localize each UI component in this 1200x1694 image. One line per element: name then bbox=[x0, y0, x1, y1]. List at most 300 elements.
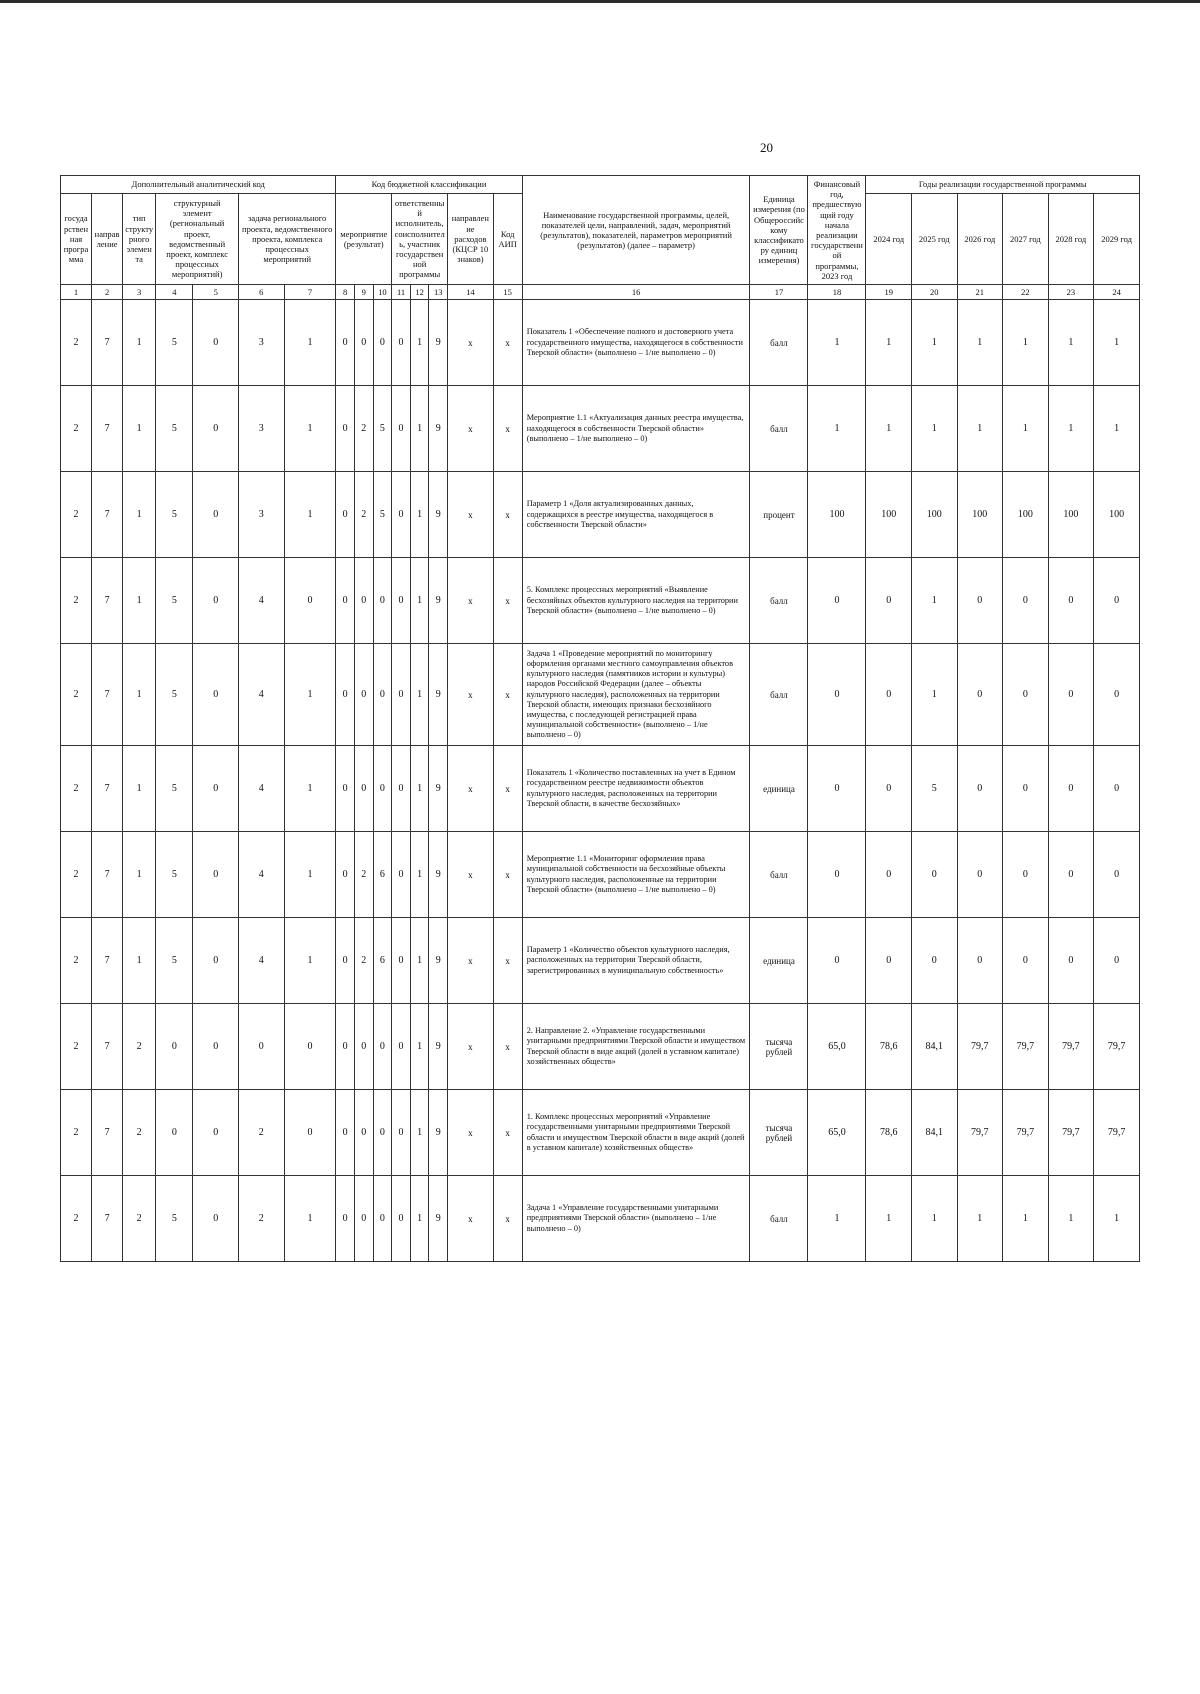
code-cell: 2 bbox=[61, 472, 92, 558]
year-value-cell: 1 bbox=[1094, 300, 1140, 386]
code-cell: 0 bbox=[392, 386, 411, 472]
code-cell: 1 bbox=[123, 644, 156, 746]
unit-cell: тысяча рублей bbox=[750, 1004, 808, 1090]
name-cell: 5. Комплекс процессных мероприятий «Выявление бесхозяйных объектов культурного наследия на территории Тверской области» (выполнено – 1/не выполнено – 0) bbox=[522, 558, 750, 644]
aip-cell: x bbox=[493, 300, 522, 386]
code-cell: 5 bbox=[156, 918, 193, 1004]
unit-cell: тысяча рублей bbox=[750, 1090, 808, 1176]
code-cell: 0 bbox=[354, 1004, 373, 1090]
code-cell: 2 bbox=[61, 386, 92, 472]
table-row bbox=[61, 300, 1140, 386]
code-cell: 3 bbox=[239, 300, 285, 386]
code-cell: 1 bbox=[410, 386, 429, 472]
kosgu-cell: x bbox=[448, 558, 494, 644]
year-value-cell: 0 bbox=[866, 644, 912, 746]
code-cell: 3 bbox=[239, 472, 285, 558]
column-number: 15 bbox=[493, 284, 522, 299]
code-cell: 2 bbox=[123, 1004, 156, 1090]
code-cell: 0 bbox=[392, 644, 411, 746]
unit-cell: процент bbox=[750, 472, 808, 558]
year-value-cell: 0 bbox=[1003, 918, 1049, 1004]
code-cell: 2 bbox=[354, 832, 373, 918]
year-value-cell: 0 bbox=[1094, 918, 1140, 1004]
name-cell: Показатель 1 «Обеспечение полного и достоверного учета государственного имущества, находящегося в собственности Тверской области» (выполнено – 1/не выполнено – 0) bbox=[522, 300, 750, 386]
code-cell: 9 bbox=[429, 832, 448, 918]
header-group-budget: Код бюджетной классификации bbox=[336, 176, 522, 194]
year-value-cell: 0 bbox=[866, 558, 912, 644]
code-cell: 1 bbox=[123, 300, 156, 386]
aip-cell: x bbox=[493, 1004, 522, 1090]
code-cell: 7 bbox=[92, 1090, 123, 1176]
code-cell: 2 bbox=[61, 1090, 92, 1176]
column-number: 14 bbox=[448, 284, 494, 299]
column-number: 6 bbox=[239, 284, 285, 299]
code-cell: 0 bbox=[193, 386, 239, 472]
code-cell: 0 bbox=[373, 558, 392, 644]
code-cell: 1 bbox=[284, 918, 336, 1004]
code-cell: 7 bbox=[92, 644, 123, 746]
year-value-cell: 84,1 bbox=[911, 1090, 957, 1176]
code-cell: 2 bbox=[123, 1176, 156, 1262]
code-cell: 2 bbox=[239, 1090, 285, 1176]
scan-edge bbox=[0, 0, 1200, 3]
unit-cell: единица bbox=[750, 746, 808, 832]
code-cell: 4 bbox=[239, 832, 285, 918]
base-value-cell: 0 bbox=[808, 746, 866, 832]
name-cell: Мероприятие 1.1 «Актуализация данных реестра имущества, находящегося в собственности Тверской области» (выполнено – 1/не выполнено – 0) bbox=[522, 386, 750, 472]
year-value-cell: 0 bbox=[1094, 644, 1140, 746]
code-cell: 0 bbox=[392, 918, 411, 1004]
page-number: 20 bbox=[760, 140, 773, 155]
code-cell: 4 bbox=[239, 558, 285, 644]
code-cell: 0 bbox=[193, 558, 239, 644]
column-number: 20 bbox=[911, 284, 957, 299]
year-value-cell: 0 bbox=[866, 832, 912, 918]
code-cell: 7 bbox=[92, 832, 123, 918]
code-cell: 0 bbox=[193, 472, 239, 558]
column-number: 3 bbox=[123, 284, 156, 299]
code-cell: 0 bbox=[392, 1176, 411, 1262]
year-value-cell: 1 bbox=[957, 300, 1003, 386]
year-value-cell: 79,7 bbox=[1048, 1004, 1094, 1090]
code-cell: 6 bbox=[373, 918, 392, 1004]
code-cell: 9 bbox=[429, 1090, 448, 1176]
column-number: 5 bbox=[193, 284, 239, 299]
code-cell: 0 bbox=[156, 1090, 193, 1176]
code-cell: 1 bbox=[123, 386, 156, 472]
year-value-cell: 1 bbox=[1003, 386, 1049, 472]
code-cell: 0 bbox=[336, 644, 355, 746]
year-value-cell: 0 bbox=[1048, 644, 1094, 746]
unit-cell: балл bbox=[750, 1176, 808, 1262]
year-value-cell: 1 bbox=[1094, 1176, 1140, 1262]
year-value-cell: 1 bbox=[1003, 300, 1049, 386]
kosgu-cell: x bbox=[448, 644, 494, 746]
year-value-cell: 100 bbox=[1048, 472, 1094, 558]
code-cell: 2 bbox=[354, 918, 373, 1004]
base-value-cell: 65,0 bbox=[808, 1090, 866, 1176]
column-numbers-row bbox=[61, 284, 1140, 299]
code-cell: 9 bbox=[429, 746, 448, 832]
kosgu-cell: x bbox=[448, 472, 494, 558]
code-cell: 5 bbox=[156, 558, 193, 644]
header-year-2026: 2026 год bbox=[957, 193, 1003, 284]
year-value-cell: 79,7 bbox=[1003, 1004, 1049, 1090]
code-cell: 0 bbox=[193, 1090, 239, 1176]
code-cell: 1 bbox=[410, 746, 429, 832]
aip-cell: x bbox=[493, 832, 522, 918]
code-cell: 0 bbox=[336, 1090, 355, 1176]
year-value-cell: 79,7 bbox=[1094, 1090, 1140, 1176]
code-cell: 1 bbox=[284, 644, 336, 746]
year-value-cell: 0 bbox=[1094, 832, 1140, 918]
year-value-cell: 78,6 bbox=[866, 1090, 912, 1176]
year-value-cell: 0 bbox=[957, 746, 1003, 832]
code-cell: 0 bbox=[354, 644, 373, 746]
year-value-cell: 100 bbox=[911, 472, 957, 558]
year-value-cell: 0 bbox=[1048, 918, 1094, 1004]
column-number: 7 bbox=[284, 284, 336, 299]
code-cell: 9 bbox=[429, 386, 448, 472]
code-cell: 2 bbox=[123, 1090, 156, 1176]
base-value-cell: 0 bbox=[808, 644, 866, 746]
name-cell: Задача 1 «Проведение мероприятий по мониторингу оформления органами местного самоуправления объектов культурного наследия (памятников истории и культуры) народов Российской Федерации (далее – объекты культурного наследия), расположенных на территории Тверской области, имеющих признаки бесхозяйного имущества, с последующей регистрацией права муниципальной собственности» (выполнено – 1/не выполнено – 0) bbox=[522, 644, 750, 746]
code-cell: 9 bbox=[429, 918, 448, 1004]
unit-cell: балл bbox=[750, 558, 808, 644]
aip-cell: x bbox=[493, 918, 522, 1004]
header-struct-type: тип структурного элемента bbox=[123, 193, 156, 284]
header-task: задача регионального проекта, ведомственного проекта, комплекса процессных мероприятий bbox=[239, 193, 336, 284]
code-cell: 1 bbox=[284, 1176, 336, 1262]
table-body bbox=[61, 300, 1140, 1262]
column-number: 2 bbox=[92, 284, 123, 299]
code-cell: 7 bbox=[92, 472, 123, 558]
year-value-cell: 0 bbox=[1003, 746, 1049, 832]
code-cell: 2 bbox=[354, 386, 373, 472]
header-struct-element: структурный элемент (региональный проект, ведомственный проект, комплекс процессных мероприятий) bbox=[156, 193, 239, 284]
code-cell: 0 bbox=[336, 386, 355, 472]
code-cell: 2 bbox=[61, 300, 92, 386]
code-cell: 0 bbox=[354, 1176, 373, 1262]
code-cell: 5 bbox=[156, 746, 193, 832]
column-number: 1 bbox=[61, 284, 92, 299]
header-program: государственная программа bbox=[61, 193, 92, 284]
code-cell: 0 bbox=[392, 558, 411, 644]
year-value-cell: 0 bbox=[1094, 746, 1140, 832]
code-cell: 2 bbox=[61, 1004, 92, 1090]
code-cell: 3 bbox=[239, 386, 285, 472]
code-cell: 0 bbox=[373, 1176, 392, 1262]
year-value-cell: 1 bbox=[1048, 386, 1094, 472]
table-row bbox=[61, 832, 1140, 918]
header-year-2025: 2025 год bbox=[911, 193, 957, 284]
code-cell: 0 bbox=[336, 300, 355, 386]
code-cell: 1 bbox=[410, 918, 429, 1004]
column-number: 18 bbox=[808, 284, 866, 299]
column-number: 17 bbox=[750, 284, 808, 299]
code-cell: 9 bbox=[429, 1176, 448, 1262]
aip-cell: x bbox=[493, 558, 522, 644]
year-value-cell: 0 bbox=[957, 644, 1003, 746]
code-cell: 1 bbox=[284, 746, 336, 832]
header-measure: мероприятие (результат) bbox=[336, 193, 392, 284]
code-cell: 7 bbox=[92, 1004, 123, 1090]
year-value-cell: 0 bbox=[1048, 832, 1094, 918]
code-cell: 2 bbox=[61, 832, 92, 918]
year-value-cell: 79,7 bbox=[1048, 1090, 1094, 1176]
aip-cell: x bbox=[493, 746, 522, 832]
table-row bbox=[61, 644, 1140, 746]
code-cell: 2 bbox=[61, 1176, 92, 1262]
code-cell: 4 bbox=[239, 918, 285, 1004]
code-cell: 1 bbox=[284, 472, 336, 558]
code-cell: 0 bbox=[336, 558, 355, 644]
aip-cell: x bbox=[493, 1176, 522, 1262]
year-value-cell: 1 bbox=[1094, 386, 1140, 472]
code-cell: 1 bbox=[410, 1176, 429, 1262]
table-row bbox=[61, 472, 1140, 558]
code-cell: 0 bbox=[392, 832, 411, 918]
code-cell: 1 bbox=[123, 558, 156, 644]
year-value-cell: 100 bbox=[1094, 472, 1140, 558]
kosgu-cell: x bbox=[448, 1004, 494, 1090]
code-cell: 0 bbox=[354, 300, 373, 386]
year-value-cell: 0 bbox=[957, 832, 1003, 918]
year-value-cell: 1 bbox=[866, 386, 912, 472]
base-value-cell: 0 bbox=[808, 918, 866, 1004]
code-cell: 7 bbox=[92, 386, 123, 472]
code-cell: 9 bbox=[429, 644, 448, 746]
aip-cell: x bbox=[493, 472, 522, 558]
header-base-year: Финансовый год, предшествующий году начала реализации государственной программы, 2023 год bbox=[808, 176, 866, 285]
code-cell: 0 bbox=[373, 644, 392, 746]
name-cell: Параметр 1 «Доля актуализированных данных, содержащихся в реестре имущества, находящегося в собственности Тверской области» bbox=[522, 472, 750, 558]
column-number: 19 bbox=[866, 284, 912, 299]
code-cell: 0 bbox=[193, 746, 239, 832]
year-value-cell: 0 bbox=[1003, 832, 1049, 918]
code-cell: 0 bbox=[284, 558, 336, 644]
code-cell: 0 bbox=[284, 1004, 336, 1090]
code-cell: 1 bbox=[123, 832, 156, 918]
code-cell: 7 bbox=[92, 746, 123, 832]
aip-cell: x bbox=[493, 644, 522, 746]
header-direction: направление bbox=[92, 193, 123, 284]
year-value-cell: 1 bbox=[957, 386, 1003, 472]
header-unit: Единица измерения (по Общероссийскому классификатору единиц измерения) bbox=[750, 176, 808, 285]
table-row bbox=[61, 1176, 1140, 1262]
unit-cell: балл bbox=[750, 832, 808, 918]
year-value-cell: 78,6 bbox=[866, 1004, 912, 1090]
code-cell: 7 bbox=[92, 300, 123, 386]
aip-cell: x bbox=[493, 386, 522, 472]
year-value-cell: 1 bbox=[957, 1176, 1003, 1262]
header-year-2028: 2028 год bbox=[1048, 193, 1094, 284]
column-number: 21 bbox=[957, 284, 1003, 299]
year-value-cell: 0 bbox=[911, 832, 957, 918]
code-cell: 5 bbox=[156, 300, 193, 386]
year-value-cell: 100 bbox=[1003, 472, 1049, 558]
code-cell: 0 bbox=[193, 300, 239, 386]
code-cell: 0 bbox=[193, 644, 239, 746]
code-cell: 0 bbox=[354, 558, 373, 644]
column-number: 13 bbox=[429, 284, 448, 299]
code-cell: 0 bbox=[336, 1176, 355, 1262]
base-value-cell: 1 bbox=[808, 1176, 866, 1262]
year-value-cell: 79,7 bbox=[1094, 1004, 1140, 1090]
header-year-2027: 2027 год bbox=[1003, 193, 1049, 284]
code-cell: 0 bbox=[336, 1004, 355, 1090]
base-value-cell: 0 bbox=[808, 558, 866, 644]
code-cell: 2 bbox=[61, 558, 92, 644]
code-cell: 0 bbox=[373, 1004, 392, 1090]
table-row bbox=[61, 558, 1140, 644]
unit-cell: балл bbox=[750, 644, 808, 746]
year-value-cell: 100 bbox=[866, 472, 912, 558]
header-kosgu: направление расходов (КЦСР 10 знаков) bbox=[448, 193, 494, 284]
year-value-cell: 0 bbox=[1048, 558, 1094, 644]
code-cell: 4 bbox=[239, 644, 285, 746]
code-cell: 9 bbox=[429, 558, 448, 644]
code-cell: 4 bbox=[239, 746, 285, 832]
column-number: 10 bbox=[373, 284, 392, 299]
year-value-cell: 0 bbox=[911, 918, 957, 1004]
year-value-cell: 1 bbox=[866, 300, 912, 386]
code-cell: 7 bbox=[92, 1176, 123, 1262]
year-value-cell: 1 bbox=[1048, 300, 1094, 386]
code-cell: 0 bbox=[336, 918, 355, 1004]
code-cell: 5 bbox=[156, 386, 193, 472]
code-cell: 0 bbox=[336, 832, 355, 918]
column-number: 11 bbox=[392, 284, 411, 299]
column-number: 8 bbox=[336, 284, 355, 299]
code-cell: 5 bbox=[156, 644, 193, 746]
code-cell: 7 bbox=[92, 918, 123, 1004]
name-cell: Параметр 1 «Количество объектов культурного наследия, расположенных на территории Тверской области, зарегистрированных в муниципальную собственность» bbox=[522, 918, 750, 1004]
column-number: 23 bbox=[1048, 284, 1094, 299]
header-year-2029: 2029 год bbox=[1094, 193, 1140, 284]
unit-cell: единица bbox=[750, 918, 808, 1004]
aip-cell: x bbox=[493, 1090, 522, 1176]
code-cell: 0 bbox=[156, 1004, 193, 1090]
code-cell: 6 bbox=[373, 832, 392, 918]
code-cell: 0 bbox=[392, 472, 411, 558]
name-cell: Показатель 1 «Количество поставленных на учет в Едином государственном реестре недвижимости объектов культурного наследия, расположенных на территории Тверской области, в качестве бесхозяйных» bbox=[522, 746, 750, 832]
code-cell: 1 bbox=[284, 386, 336, 472]
year-value-cell: 0 bbox=[1003, 644, 1049, 746]
code-cell: 0 bbox=[373, 1090, 392, 1176]
header-aip: Код АИП bbox=[493, 193, 522, 284]
column-number: 16 bbox=[522, 284, 750, 299]
year-value-cell: 1 bbox=[1003, 1176, 1049, 1262]
code-cell: 0 bbox=[392, 746, 411, 832]
name-cell: Задача 1 «Управление государственными унитарными предприятиями Тверской области» (выполнено – 1/не выполнено – 0) bbox=[522, 1176, 750, 1262]
code-cell: 0 bbox=[354, 1090, 373, 1176]
table-row bbox=[61, 746, 1140, 832]
code-cell: 5 bbox=[156, 832, 193, 918]
code-cell: 5 bbox=[156, 1176, 193, 1262]
year-value-cell: 0 bbox=[866, 746, 912, 832]
code-cell: 1 bbox=[123, 918, 156, 1004]
code-cell: 5 bbox=[373, 472, 392, 558]
kosgu-cell: x bbox=[448, 1090, 494, 1176]
column-number: 22 bbox=[1003, 284, 1049, 299]
year-value-cell: 5 bbox=[911, 746, 957, 832]
year-value-cell: 1 bbox=[911, 1176, 957, 1262]
year-value-cell: 84,1 bbox=[911, 1004, 957, 1090]
header-group-analytic: Дополнительный аналитический код bbox=[61, 176, 336, 194]
code-cell: 0 bbox=[354, 746, 373, 832]
year-value-cell: 1 bbox=[911, 386, 957, 472]
header-group-years: Годы реализации государственной программы bbox=[866, 176, 1140, 194]
base-value-cell: 0 bbox=[808, 832, 866, 918]
code-cell: 0 bbox=[392, 300, 411, 386]
year-value-cell: 0 bbox=[1048, 746, 1094, 832]
kosgu-cell: x bbox=[448, 832, 494, 918]
base-value-cell: 65,0 bbox=[808, 1004, 866, 1090]
code-cell: 1 bbox=[123, 746, 156, 832]
year-value-cell: 1 bbox=[911, 558, 957, 644]
year-value-cell: 100 bbox=[957, 472, 1003, 558]
name-cell: Мероприятие 1.1 «Мониторинг оформления права муниципальной собственности на бесхозяйные объекты культурного наследия, расположенные на территории Тверской области» (выполнено – 1/не выполнено – 0) bbox=[522, 832, 750, 918]
year-value-cell: 1 bbox=[1048, 1176, 1094, 1262]
program-indicators-table bbox=[60, 175, 1140, 1262]
year-value-cell: 1 bbox=[911, 644, 957, 746]
code-cell: 0 bbox=[373, 746, 392, 832]
code-cell: 9 bbox=[429, 472, 448, 558]
kosgu-cell: x bbox=[448, 300, 494, 386]
code-cell: 2 bbox=[354, 472, 373, 558]
kosgu-cell: x bbox=[448, 746, 494, 832]
code-cell: 2 bbox=[61, 918, 92, 1004]
year-value-cell: 1 bbox=[911, 300, 957, 386]
code-cell: 0 bbox=[392, 1090, 411, 1176]
code-cell: 2 bbox=[239, 1176, 285, 1262]
kosgu-cell: x bbox=[448, 918, 494, 1004]
table-row bbox=[61, 1090, 1140, 1176]
program-table-container bbox=[60, 175, 1140, 1262]
code-cell: 0 bbox=[392, 1004, 411, 1090]
kosgu-cell: x bbox=[448, 1176, 494, 1262]
base-value-cell: 100 bbox=[808, 472, 866, 558]
code-cell: 1 bbox=[410, 300, 429, 386]
code-cell: 5 bbox=[156, 472, 193, 558]
year-value-cell: 0 bbox=[1003, 558, 1049, 644]
unit-cell: балл bbox=[750, 386, 808, 472]
name-cell: 1. Комплекс процессных мероприятий «Управление государственными унитарными предприятиями Тверской области и имуществом Тверской области в виде акций (долей в уставном капитале) хозяйственных обществ» bbox=[522, 1090, 750, 1176]
code-cell: 0 bbox=[336, 472, 355, 558]
code-cell: 1 bbox=[410, 1090, 429, 1176]
header-name: Наименование государственной программы, целей, показателей цели, направлений, задач, мероприятий (результатов), показателей, параметров мероприятий (результатов) (далее – параметр) bbox=[522, 176, 750, 285]
year-value-cell: 1 bbox=[866, 1176, 912, 1262]
code-cell: 0 bbox=[373, 300, 392, 386]
code-cell: 0 bbox=[284, 1090, 336, 1176]
code-cell: 0 bbox=[193, 832, 239, 918]
base-value-cell: 1 bbox=[808, 386, 866, 472]
year-value-cell: 0 bbox=[957, 558, 1003, 644]
code-cell: 9 bbox=[429, 300, 448, 386]
code-cell: 0 bbox=[193, 1004, 239, 1090]
column-number: 24 bbox=[1094, 284, 1140, 299]
code-cell: 1 bbox=[410, 832, 429, 918]
column-number: 9 bbox=[354, 284, 373, 299]
header-executor: ответственный исполнитель, соисполнитель, участник государственной программы bbox=[392, 193, 448, 284]
code-cell: 0 bbox=[239, 1004, 285, 1090]
year-value-cell: 0 bbox=[866, 918, 912, 1004]
code-cell: 2 bbox=[61, 644, 92, 746]
table-row bbox=[61, 386, 1140, 472]
code-cell: 1 bbox=[410, 1004, 429, 1090]
code-cell: 1 bbox=[410, 644, 429, 746]
